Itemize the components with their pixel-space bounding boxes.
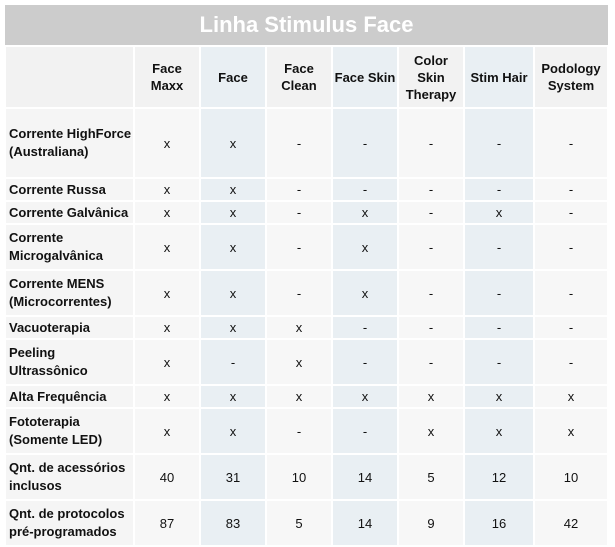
row-label: Peeling Ultrassônico	[6, 340, 133, 384]
column-header: Face Maxx	[135, 47, 199, 107]
table-cell: 83	[201, 501, 265, 545]
table-row	[6, 501, 607, 545]
row-label: Corrente MENS (Microcorrentes)	[6, 271, 133, 315]
table-cell: -	[201, 340, 265, 384]
table-cell: -	[333, 179, 397, 200]
comparison-table	[4, 45, 609, 547]
table-cell: -	[535, 179, 607, 200]
table-cell: x	[535, 409, 607, 453]
table-cell: 5	[267, 501, 331, 545]
table-row	[6, 225, 607, 269]
table-cell: -	[267, 409, 331, 453]
table-row	[6, 340, 607, 384]
table-title: Linha Stimulus Face	[5, 5, 608, 45]
row-label: Fototerapia (Somente LED)	[6, 409, 133, 453]
table-cell: 5	[399, 455, 463, 499]
table-cell: -	[465, 109, 533, 177]
table-cell: 42	[535, 501, 607, 545]
table-cell: x	[333, 225, 397, 269]
table-row	[6, 271, 607, 315]
row-label: Qnt. de acessórios inclusos	[6, 455, 133, 499]
table-cell: x	[267, 340, 331, 384]
table-cell: -	[267, 202, 331, 223]
column-header: Color Skin Therapy	[399, 47, 463, 107]
table-cell: -	[399, 109, 463, 177]
corner-cell	[6, 47, 133, 107]
table-cell: -	[267, 179, 331, 200]
row-label: Corrente Russa	[6, 179, 133, 200]
table-cell: 10	[267, 455, 331, 499]
table-cell: x	[267, 317, 331, 338]
header-row	[6, 47, 607, 107]
table-cell: x	[201, 202, 265, 223]
table-cell: x	[201, 179, 265, 200]
table-cell: -	[535, 202, 607, 223]
table-cell: -	[333, 317, 397, 338]
table-cell: -	[333, 109, 397, 177]
table-cell: -	[333, 340, 397, 384]
table-cell: -	[399, 271, 463, 315]
table-cell: 10	[535, 455, 607, 499]
table-cell: x	[135, 109, 199, 177]
table-cell: x	[465, 202, 533, 223]
table-cell: -	[465, 317, 533, 338]
comparison-panel	[5, 5, 608, 547]
table-cell: -	[465, 179, 533, 200]
row-label: Corrente Microgalvânica	[6, 225, 133, 269]
table-cell: -	[465, 225, 533, 269]
table-cell: 16	[465, 501, 533, 545]
table-cell: -	[399, 340, 463, 384]
table-cell: 87	[135, 501, 199, 545]
table-cell: x	[465, 386, 533, 407]
table-cell: x	[333, 202, 397, 223]
table-row	[6, 409, 607, 453]
table-cell: -	[399, 317, 463, 338]
table-cell: -	[333, 409, 397, 453]
table-cell: 12	[465, 455, 533, 499]
table-cell: x	[201, 225, 265, 269]
table-cell: -	[535, 317, 607, 338]
column-header: Face Clean	[267, 47, 331, 107]
table-cell: x	[135, 202, 199, 223]
table-cell: x	[135, 340, 199, 384]
table-cell: -	[399, 202, 463, 223]
table-cell: x	[201, 109, 265, 177]
table-cell: x	[135, 179, 199, 200]
table-cell: 14	[333, 501, 397, 545]
table-row	[6, 109, 607, 177]
table-cell: -	[535, 225, 607, 269]
table-cell: x	[135, 271, 199, 315]
table-cell: x	[333, 386, 397, 407]
table-cell: -	[465, 340, 533, 384]
table-cell: -	[399, 179, 463, 200]
column-header: Face Skin	[333, 47, 397, 107]
table-row	[6, 317, 607, 338]
table-row	[6, 202, 607, 223]
table-cell: x	[201, 409, 265, 453]
table-cell: x	[201, 386, 265, 407]
table-row	[6, 455, 607, 499]
table-cell: x	[267, 386, 331, 407]
table-cell: x	[201, 317, 265, 338]
table-cell: 9	[399, 501, 463, 545]
table-cell: -	[267, 225, 331, 269]
table-cell: x	[399, 409, 463, 453]
table-cell: x	[135, 409, 199, 453]
table-cell: -	[267, 271, 331, 315]
table-cell: x	[135, 225, 199, 269]
table-cell: -	[267, 109, 331, 177]
row-label: Vacuoterapia	[6, 317, 133, 338]
table-cell: x	[465, 409, 533, 453]
table-cell: -	[465, 271, 533, 315]
table-row	[6, 179, 607, 200]
table-cell: x	[201, 271, 265, 315]
table-cell: x	[135, 317, 199, 338]
table-cell: 40	[135, 455, 199, 499]
row-label: Corrente Galvânica	[6, 202, 133, 223]
table-cell: -	[399, 225, 463, 269]
table-cell: x	[333, 271, 397, 315]
row-label: Alta Frequência	[6, 386, 133, 407]
table-cell: 31	[201, 455, 265, 499]
row-label: Qnt. de protocolos pré-programados	[6, 501, 133, 545]
table-row	[6, 386, 607, 407]
table-cell: -	[535, 271, 607, 315]
column-header: Face	[201, 47, 265, 107]
table-cell: x	[135, 386, 199, 407]
table-body	[6, 109, 607, 545]
column-header: Stim Hair	[465, 47, 533, 107]
row-label: Corrente HighForce (Australiana)	[6, 109, 133, 177]
table-cell: 14	[333, 455, 397, 499]
table-cell: -	[535, 340, 607, 384]
column-header: Podology System	[535, 47, 607, 107]
table-cell: x	[399, 386, 463, 407]
table-cell: x	[535, 386, 607, 407]
table-cell: -	[535, 109, 607, 177]
